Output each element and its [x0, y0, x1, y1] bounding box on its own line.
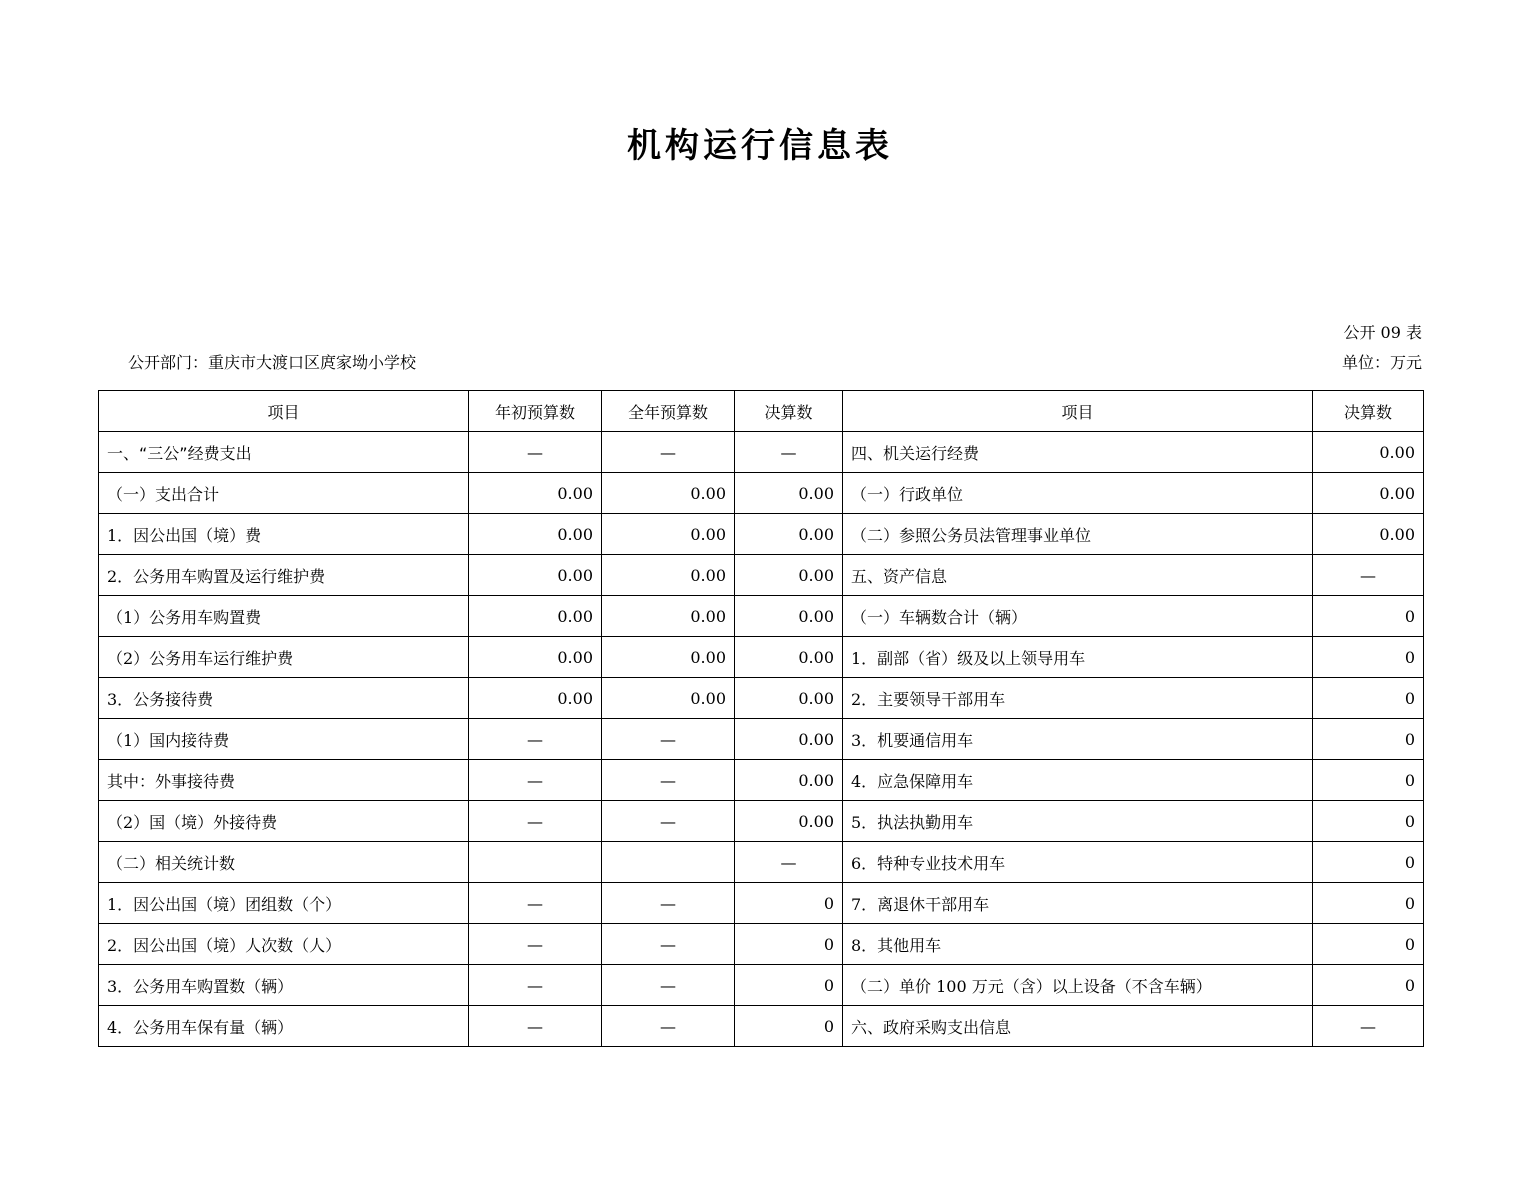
cell-c2: — [602, 719, 735, 760]
cell-c2: 0.00 [602, 596, 735, 637]
row-label-left: 其中：外事接待费 [99, 760, 469, 801]
table-row [99, 883, 1424, 924]
cell-c4: 0 [1313, 883, 1424, 924]
col-year-budget: 全年预算数 [602, 391, 735, 432]
row-label-right: 5．执法执勤用车 [843, 801, 1313, 842]
row-label-right: （一）行政单位 [843, 473, 1313, 514]
cell-c2: — [602, 1006, 735, 1047]
cell-c4: 0 [1313, 678, 1424, 719]
row-label-left: 2．因公出国（境）人次数（人） [99, 924, 469, 965]
cell-c4: 0 [1313, 596, 1424, 637]
cell-c2: 0.00 [602, 555, 735, 596]
table-row [99, 432, 1424, 473]
cell-c3: 0.00 [735, 637, 843, 678]
institution-operation-table [98, 390, 1424, 1047]
table-row [99, 760, 1424, 801]
unit-note: 单位：万元 [1341, 353, 1422, 372]
col-final-account: 决算数 [735, 391, 843, 432]
table-row [99, 842, 1424, 883]
col-right-final-account: 决算数 [1313, 391, 1424, 432]
cell-c2: — [602, 883, 735, 924]
cell-c1: — [469, 760, 602, 801]
cell-c3: — [735, 842, 843, 883]
row-label-right: 8．其他用车 [843, 924, 1313, 965]
col-right-item: 项目 [843, 391, 1313, 432]
cell-c2: — [602, 760, 735, 801]
col-left-item: 项目 [99, 391, 469, 432]
row-label-left: 一、“三公”经费支出 [99, 432, 469, 473]
cell-c4: 0.00 [1313, 432, 1424, 473]
document-page [0, 118, 1520, 1192]
cell-c4: 0 [1313, 842, 1424, 883]
cell-c3: 0.00 [735, 719, 843, 760]
cell-c2: 0.00 [602, 473, 735, 514]
cell-c4: 0.00 [1313, 473, 1424, 514]
row-label-left: （一）支出合计 [99, 473, 469, 514]
row-label-left: 2．公务用车购置及运行维护费 [99, 555, 469, 596]
row-label-right: 2．主要领导干部用车 [843, 678, 1313, 719]
row-label-right: 6．特种专业技术用车 [843, 842, 1313, 883]
cell-c3: 0.00 [735, 555, 843, 596]
table-header-row [99, 391, 1424, 432]
row-label-right: 四、机关运行经费 [843, 432, 1313, 473]
table-row [99, 514, 1424, 555]
row-label-left: 1．因公出国（境）团组数（个） [99, 883, 469, 924]
cell-c1: — [469, 883, 602, 924]
cell-c1: 0.00 [469, 596, 602, 637]
row-label-left: （2）公务用车运行维护费 [99, 637, 469, 678]
cell-c3: 0.00 [735, 760, 843, 801]
cell-c3: 0.00 [735, 678, 843, 719]
form-meta [1342, 318, 1422, 378]
row-label-left: （1）国内接待费 [99, 719, 469, 760]
cell-c3: 0.00 [735, 596, 843, 637]
cell-c3: — [735, 432, 843, 473]
row-label-right: 1．副部（省）级及以上领导用车 [843, 637, 1313, 678]
cell-c1 [469, 842, 602, 883]
row-label-left: （2）国（境）外接待费 [99, 801, 469, 842]
cell-c4: 0 [1313, 637, 1424, 678]
row-label-left: 3．公务接待费 [99, 678, 469, 719]
row-label-left: （二）相关统计数 [99, 842, 469, 883]
table-row [99, 1006, 1424, 1047]
form-code: 公开 09 表 [1343, 323, 1422, 342]
cell-c2: 0.00 [602, 637, 735, 678]
row-label-right: 4．应急保障用车 [843, 760, 1313, 801]
table-row [99, 924, 1424, 965]
cell-c3: 0 [735, 883, 843, 924]
row-label-right: （一）车辆数合计（辆） [843, 596, 1313, 637]
cell-c1: 0.00 [469, 637, 602, 678]
table-row [99, 637, 1424, 678]
cell-c2: — [602, 924, 735, 965]
cell-c1: — [469, 432, 602, 473]
cell-c4: 0.00 [1313, 514, 1424, 555]
department-line: 公开部门：重庆市大渡口区庹家坳小学校 [128, 353, 417, 372]
cell-c4: 0 [1313, 719, 1424, 760]
cell-c1: — [469, 924, 602, 965]
cell-c3: 0.00 [735, 514, 843, 555]
cell-c3: 0 [735, 965, 843, 1006]
row-label-right: （二）单价 100 万元（含）以上设备（不含车辆） [843, 965, 1313, 1006]
table-row [99, 965, 1424, 1006]
col-begin-budget: 年初预算数 [469, 391, 602, 432]
table-row [99, 801, 1424, 842]
row-label-right: 7．离退休干部用车 [843, 883, 1313, 924]
row-label-left: 4．公务用车保有量（辆） [99, 1006, 469, 1047]
table-row [99, 473, 1424, 514]
cell-c1: 0.00 [469, 555, 602, 596]
cell-c2: — [602, 965, 735, 1006]
cell-c2: — [602, 801, 735, 842]
cell-c1: — [469, 1006, 602, 1047]
cell-c2: — [602, 432, 735, 473]
cell-c1: — [469, 801, 602, 842]
page-title: 机构运行信息表 [627, 126, 893, 166]
cell-c1: 0.00 [469, 473, 602, 514]
cell-c1: 0.00 [469, 678, 602, 719]
table-body [99, 432, 1424, 1047]
table-row [99, 596, 1424, 637]
cell-c2: 0.00 [602, 678, 735, 719]
cell-c1: 0.00 [469, 514, 602, 555]
row-label-right: （二）参照公务员法管理事业单位 [843, 514, 1313, 555]
cell-c1: — [469, 965, 602, 1006]
cell-c4: 0 [1313, 801, 1424, 842]
cell-c4: 0 [1313, 965, 1424, 1006]
table-row [99, 555, 1424, 596]
cell-c2: 0.00 [602, 514, 735, 555]
cell-c4: 0 [1313, 760, 1424, 801]
cell-c3: 0.00 [735, 801, 843, 842]
cell-c2 [602, 842, 735, 883]
row-label-right: 六、政府采购支出信息 [843, 1006, 1313, 1047]
row-label-right: 3．机要通信用车 [843, 719, 1313, 760]
cell-c3: 0.00 [735, 473, 843, 514]
cell-c4: — [1313, 1006, 1424, 1047]
table-row [99, 678, 1424, 719]
cell-c3: 0 [735, 1006, 843, 1047]
row-label-left: 1．因公出国（境）费 [99, 514, 469, 555]
cell-c3: 0 [735, 924, 843, 965]
row-label-left: （1）公务用车购置费 [99, 596, 469, 637]
cell-c4: 0 [1313, 924, 1424, 965]
row-label-left: 3．公务用车购置数（辆） [99, 965, 469, 1006]
cell-c4: — [1313, 555, 1424, 596]
cell-c1: — [469, 719, 602, 760]
table-row [99, 719, 1424, 760]
row-label-right: 五、资产信息 [843, 555, 1313, 596]
